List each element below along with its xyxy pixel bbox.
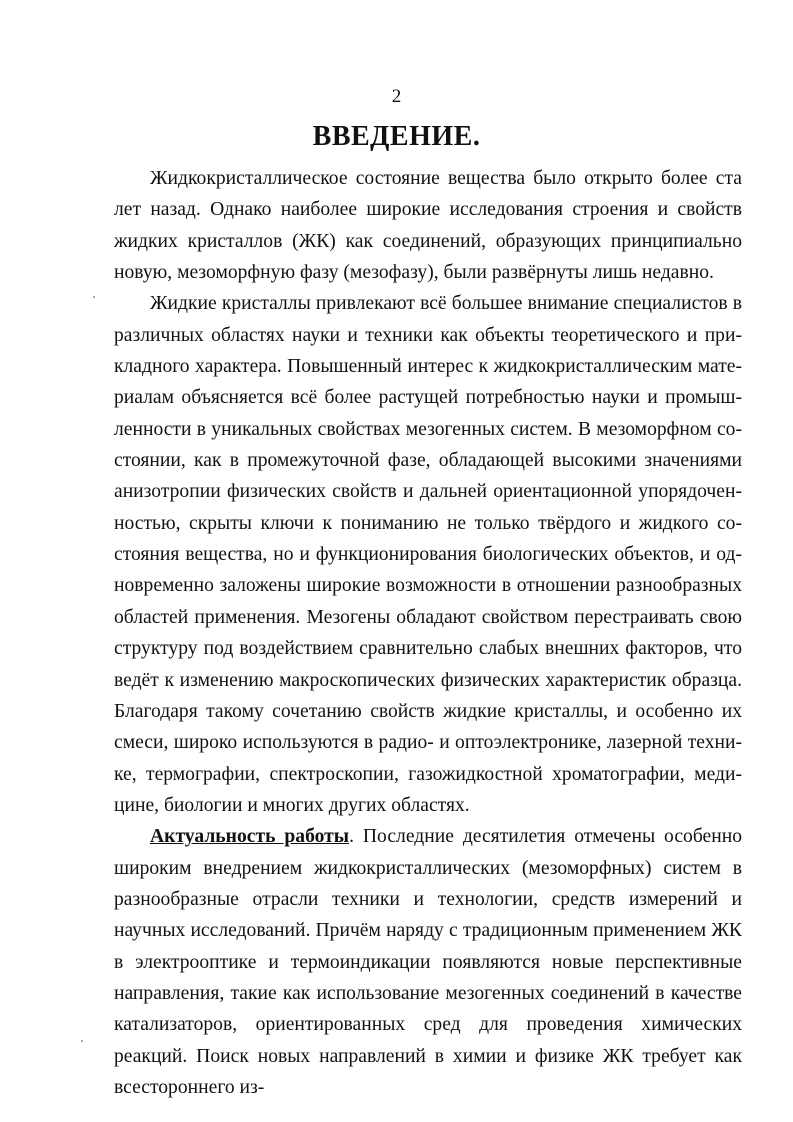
- section-title: ВВЕДЕНИЕ.: [312, 121, 481, 152]
- page-number: 2: [391, 86, 402, 107]
- scan-speck: [93, 296, 95, 298]
- paragraph-liquid-crystals-text: Жидкие кристаллы привлекают всё большее внимание специалистов в различных областях науки и техники как объекты теоретического и прикладного характера. Повышенный интерес к жидкокристаллическим материалам объясняется всё более растущей потребностью науки и промышленности в уникальных свойствах мезогенных систем. В мезоморфном состоянии, как в промежуточной фазе, обладающей высокими значениями анизотропии физических свойств и дальней ориентационной упорядоченностью, скрыты ключи к пониманию не только твёрдого и жидкого состояния вещества, но и функционирования биологических объектов, и одновременно заложены широкие возможности в отношении разнообразных областей применения. Мезогены обладают свойством перестраивать свою структуру под воздействием сравнительно слабых внешних факторов, что ведёт к изменению макроскопических физических характеристик образца. Благодаря такому сочетанию свойств жидкие кристаллы, и особенно их смеси, широко используются в радио- и оптоэлектронике, лазерной технике, термографии, спектроскопии, газожидкостной хроматографии, медицине, биологии и многих других областях.: [114, 293, 742, 816]
- body-text: [114, 163, 742, 1103]
- paragraph-liquid-crystals: [114, 288, 742, 821]
- scan-speck: [81, 1040, 83, 1042]
- paragraph-intro: [114, 163, 742, 288]
- paragraph-relevance-text: . Последние десятилетия отмечены особенно широким внедрением жидкокристаллических (мезоморфных) систем в разнообразные отрасли техники и технологии, средств измерений и научных исследований. Причём наряду с традиционным применением ЖК в электрооптике и термоиндикации появляются новые перспективные направления, такие как использование мезогенных соединений в качестве катализаторов, ориентированных сред для проведения химических реакций. Поиск новых направлений в химии и физике ЖК требует как всестороннего из-: [114, 826, 743, 1098]
- paragraph-intro-text: Жидкокристаллическое состояние вещества было открыто более ста лет назад. Однако наиболее широкие исследования строения и свойств жидких кристаллов (ЖК) как соединений, образующих принципиально новую, мезоморфную фазу (мезофазу), были развёрнуты лишь недавно.: [114, 168, 742, 284]
- paragraph-relevance: [114, 821, 742, 1103]
- relevance-heading: Актуальность работы: [150, 826, 350, 848]
